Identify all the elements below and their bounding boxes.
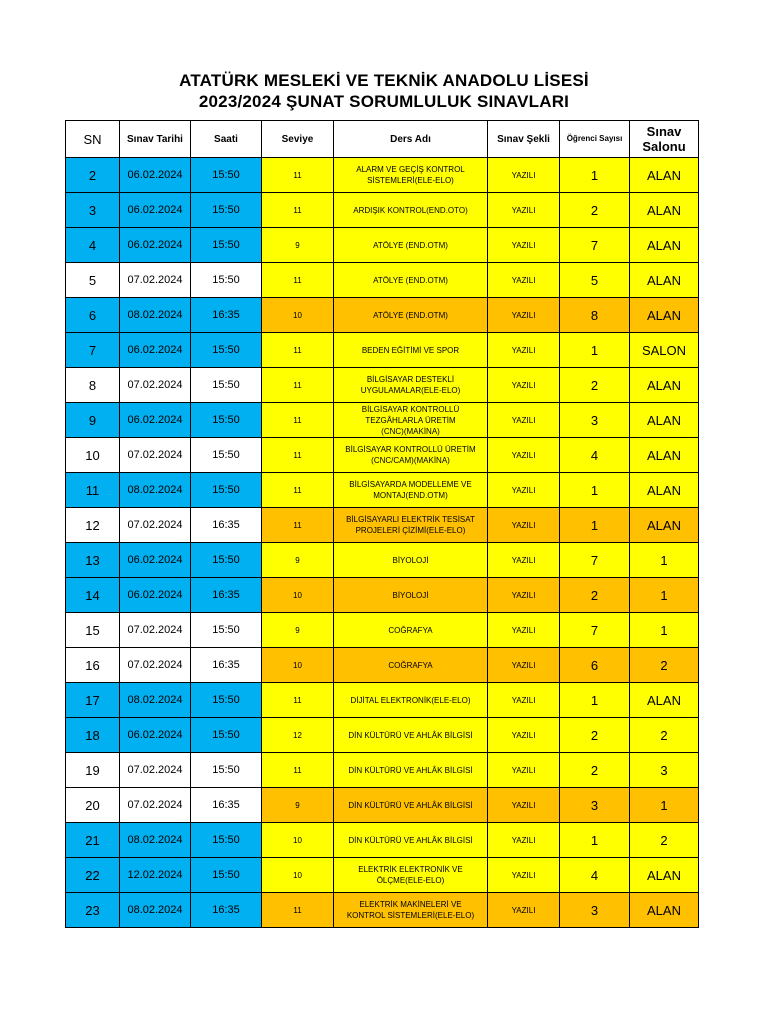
cell-student-count: 1 bbox=[560, 158, 630, 193]
cell-exam-format: YAZILI bbox=[488, 228, 560, 263]
cell-exam-date: 07.02.2024 bbox=[120, 753, 191, 788]
cell-sn: 4 bbox=[66, 228, 120, 263]
cell-exam-date: 07.02.2024 bbox=[120, 368, 191, 403]
table-row bbox=[66, 613, 699, 648]
cell-exam-time: 15:50 bbox=[191, 613, 262, 648]
cell-exam-time: 15:50 bbox=[191, 753, 262, 788]
cell-exam-format: YAZILI bbox=[488, 298, 560, 333]
cell-exam-format: YAZILI bbox=[488, 823, 560, 858]
cell-exam-format: YAZILI bbox=[488, 753, 560, 788]
cell-sn: 8 bbox=[66, 368, 120, 403]
cell-exam-time: 15:50 bbox=[191, 473, 262, 508]
cell-exam-date: 07.02.2024 bbox=[120, 788, 191, 823]
cell-student-count: 3 bbox=[560, 403, 630, 438]
cell-exam-room: 1 bbox=[630, 788, 699, 823]
cell-student-count: 1 bbox=[560, 508, 630, 543]
course-name-line: PROJELERİ ÇİZİMİ(ELE-ELO) bbox=[355, 526, 466, 535]
course-name-line: TEZGÂHLARLA ÜRETİM bbox=[365, 415, 456, 425]
cell-course-name bbox=[334, 333, 488, 368]
cell-exam-date: 07.02.2024 bbox=[120, 438, 191, 473]
cell-course-name bbox=[334, 368, 488, 403]
cell-exam-room: ALAN bbox=[630, 298, 699, 333]
cell-exam-time: 15:50 bbox=[191, 543, 262, 578]
cell-course-name bbox=[334, 858, 488, 893]
cell-level: 9 bbox=[262, 788, 334, 823]
cell-exam-time: 16:35 bbox=[191, 648, 262, 683]
table-row bbox=[66, 718, 699, 753]
cell-exam-room: ALAN bbox=[630, 893, 699, 928]
cell-student-count: 1 bbox=[560, 473, 630, 508]
cell-sn: 5 bbox=[66, 263, 120, 298]
cell-sn: 14 bbox=[66, 578, 120, 613]
course-name-line: ATÖLYE (END.OTM) bbox=[373, 310, 448, 320]
cell-course-name bbox=[334, 578, 488, 613]
cell-student-count: 2 bbox=[560, 578, 630, 613]
cell-course-name bbox=[334, 473, 488, 508]
cell-exam-format: YAZILI bbox=[488, 613, 560, 648]
cell-exam-format: YAZILI bbox=[488, 578, 560, 613]
cell-exam-date: 07.02.2024 bbox=[120, 648, 191, 683]
cell-level: 12 bbox=[262, 718, 334, 753]
cell-exam-time: 15:50 bbox=[191, 193, 262, 228]
cell-student-count: 7 bbox=[560, 543, 630, 578]
cell-course-name bbox=[334, 648, 488, 683]
cell-exam-time: 16:35 bbox=[191, 788, 262, 823]
cell-exam-time: 15:50 bbox=[191, 858, 262, 893]
cell-student-count: 1 bbox=[560, 823, 630, 858]
cell-level: 11 bbox=[262, 753, 334, 788]
cell-exam-date: 08.02.2024 bbox=[120, 823, 191, 858]
cell-sn: 12 bbox=[66, 508, 120, 543]
course-name-line: ELEKTRİK ELEKTRONİK VE bbox=[358, 865, 463, 874]
cell-exam-format: YAZILI bbox=[488, 368, 560, 403]
cell-student-count: 3 bbox=[560, 893, 630, 928]
course-name-line: ATÖLYE (END.OTM) bbox=[373, 240, 448, 250]
cell-exam-room: ALAN bbox=[630, 158, 699, 193]
cell-exam-format: YAZILI bbox=[488, 403, 560, 438]
course-name-line: MONTAJ(END.OTM) bbox=[373, 491, 448, 500]
cell-sn: 22 bbox=[66, 858, 120, 893]
exam-schedule-table bbox=[65, 120, 699, 928]
cell-level: 11 bbox=[262, 403, 334, 438]
cell-student-count: 1 bbox=[560, 333, 630, 368]
cell-level: 11 bbox=[262, 508, 334, 543]
table-row bbox=[66, 648, 699, 683]
cell-student-count: 6 bbox=[560, 648, 630, 683]
cell-exam-room: ALAN bbox=[630, 508, 699, 543]
table-row bbox=[66, 858, 699, 893]
table-row bbox=[66, 298, 699, 333]
course-name-line: BEDEN EĞİTİMİ VE SPOR bbox=[361, 345, 460, 355]
course-name-line: ATÖLYE (END.OTM) bbox=[373, 275, 448, 285]
cell-exam-room: ALAN bbox=[630, 193, 699, 228]
cell-level: 9 bbox=[262, 613, 334, 648]
course-name-line: COĞRAFYA bbox=[388, 660, 433, 670]
course-name-line: ÖLÇME(ELE-ELO) bbox=[376, 876, 445, 885]
cell-sn: 19 bbox=[66, 753, 120, 788]
cell-exam-room: 2 bbox=[630, 718, 699, 753]
cell-exam-time: 15:50 bbox=[191, 333, 262, 368]
cell-exam-time: 16:35 bbox=[191, 893, 262, 928]
cell-exam-room: 1 bbox=[630, 578, 699, 613]
cell-course-name bbox=[334, 298, 488, 333]
cell-level: 11 bbox=[262, 263, 334, 298]
cell-course-name bbox=[334, 753, 488, 788]
course-name-line: DİN KÜLTÜRÜ VE AHLÂK BİLGİSİ bbox=[348, 730, 473, 740]
cell-exam-room: SALON bbox=[630, 333, 699, 368]
table-row bbox=[66, 333, 699, 368]
cell-course-name bbox=[334, 683, 488, 718]
column-header-format: Sınav Şekli bbox=[488, 121, 560, 158]
cell-exam-format: YAZILI bbox=[488, 263, 560, 298]
cell-exam-time: 15:50 bbox=[191, 228, 262, 263]
cell-exam-format: YAZILI bbox=[488, 648, 560, 683]
column-header-sn: SN bbox=[66, 121, 120, 158]
cell-course-name bbox=[334, 158, 488, 193]
cell-course-name bbox=[334, 543, 488, 578]
cell-exam-date: 06.02.2024 bbox=[120, 228, 191, 263]
cell-course-name bbox=[334, 613, 488, 648]
cell-exam-format: YAZILI bbox=[488, 438, 560, 473]
cell-exam-date: 06.02.2024 bbox=[120, 578, 191, 613]
cell-student-count: 7 bbox=[560, 228, 630, 263]
table-row bbox=[66, 193, 699, 228]
cell-exam-format: YAZILI bbox=[488, 508, 560, 543]
cell-sn: 17 bbox=[66, 683, 120, 718]
cell-course-name bbox=[334, 788, 488, 823]
cell-level: 10 bbox=[262, 648, 334, 683]
course-name-line: (CNC)(MAKİNA) bbox=[381, 426, 440, 436]
cell-exam-format: YAZILI bbox=[488, 158, 560, 193]
cell-course-name bbox=[334, 193, 488, 228]
cell-exam-date: 07.02.2024 bbox=[120, 613, 191, 648]
cell-sn: 6 bbox=[66, 298, 120, 333]
cell-exam-date: 06.02.2024 bbox=[120, 193, 191, 228]
table-row bbox=[66, 263, 699, 298]
cell-sn: 10 bbox=[66, 438, 120, 473]
cell-level: 11 bbox=[262, 473, 334, 508]
document-header bbox=[0, 70, 768, 112]
table-row bbox=[66, 578, 699, 613]
table-row bbox=[66, 403, 699, 438]
course-name-line: BİLGİSAYAR DESTEKLİ bbox=[366, 375, 455, 384]
cell-exam-room: 3 bbox=[630, 753, 699, 788]
course-name-line: BİYOLOJİ bbox=[392, 555, 429, 565]
cell-student-count: 4 bbox=[560, 858, 630, 893]
cell-exam-time: 15:50 bbox=[191, 158, 262, 193]
column-header-course: Ders Adı bbox=[334, 121, 488, 158]
cell-course-name bbox=[334, 438, 488, 473]
cell-exam-date: 06.02.2024 bbox=[120, 543, 191, 578]
cell-exam-time: 16:35 bbox=[191, 508, 262, 543]
cell-student-count: 2 bbox=[560, 718, 630, 753]
cell-exam-date: 08.02.2024 bbox=[120, 473, 191, 508]
cell-exam-date: 07.02.2024 bbox=[120, 263, 191, 298]
course-name-line: DİN KÜLTÜRÜ VE AHLÂK BİLGİSİ bbox=[348, 765, 473, 775]
cell-exam-room: ALAN bbox=[630, 228, 699, 263]
cell-level: 10 bbox=[262, 858, 334, 893]
table-row bbox=[66, 368, 699, 403]
cell-exam-format: YAZILI bbox=[488, 718, 560, 753]
cell-sn: 9 bbox=[66, 403, 120, 438]
course-name-line: DİJİTAL ELEKTRONİK(ELE-ELO) bbox=[350, 695, 471, 705]
course-name-line: KONTROL SİSTEMLERİ(ELE-ELO) bbox=[346, 911, 475, 920]
cell-course-name bbox=[334, 718, 488, 753]
cell-level: 11 bbox=[262, 193, 334, 228]
cell-exam-format: YAZILI bbox=[488, 683, 560, 718]
course-name-line: BİLGİSAYAR KONTROLLÜ bbox=[361, 404, 460, 414]
table-header-row bbox=[66, 121, 699, 158]
cell-sn: 2 bbox=[66, 158, 120, 193]
cell-level: 11 bbox=[262, 438, 334, 473]
cell-exam-format: YAZILI bbox=[488, 193, 560, 228]
course-name-line: BİLGİSAYAR KONTROLLÜ ÜRETİM bbox=[345, 445, 476, 454]
course-name-line: ALARM VE GEÇİŞ KONTROL bbox=[356, 165, 465, 174]
cell-exam-date: 06.02.2024 bbox=[120, 158, 191, 193]
cell-course-name bbox=[334, 228, 488, 263]
cell-exam-date: 06.02.2024 bbox=[120, 403, 191, 438]
course-name-line: ELEKTRİK MAKİNELERİ VE bbox=[359, 900, 462, 909]
course-name-line: BİLGİSAYARDA MODELLEME VE bbox=[349, 480, 472, 489]
cell-exam-room: 2 bbox=[630, 648, 699, 683]
cell-exam-time: 16:35 bbox=[191, 578, 262, 613]
cell-student-count: 2 bbox=[560, 193, 630, 228]
cell-exam-room: ALAN bbox=[630, 683, 699, 718]
table-row bbox=[66, 683, 699, 718]
course-name-line: DİN KÜLTÜRÜ VE AHLÂK BİLGİSİ bbox=[348, 835, 473, 845]
cell-level: 9 bbox=[262, 228, 334, 263]
cell-exam-time: 16:35 bbox=[191, 298, 262, 333]
cell-student-count: 5 bbox=[560, 263, 630, 298]
cell-course-name bbox=[334, 823, 488, 858]
cell-exam-date: 08.02.2024 bbox=[120, 298, 191, 333]
table-row bbox=[66, 508, 699, 543]
school-title: ATATÜRK MESLEKİ VE TEKNİK ANADOLU LİSESİ bbox=[179, 71, 589, 90]
cell-student-count: 4 bbox=[560, 438, 630, 473]
course-name-line: DİN KÜLTÜRÜ VE AHLÂK BİLGİSİ bbox=[348, 800, 473, 810]
cell-student-count: 2 bbox=[560, 753, 630, 788]
table-row bbox=[66, 438, 699, 473]
cell-sn: 13 bbox=[66, 543, 120, 578]
cell-level: 11 bbox=[262, 893, 334, 928]
cell-student-count: 7 bbox=[560, 613, 630, 648]
table-row bbox=[66, 228, 699, 263]
cell-sn: 7 bbox=[66, 333, 120, 368]
cell-sn: 20 bbox=[66, 788, 120, 823]
table-row bbox=[66, 823, 699, 858]
cell-level: 10 bbox=[262, 298, 334, 333]
cell-exam-room: ALAN bbox=[630, 858, 699, 893]
cell-exam-format: YAZILI bbox=[488, 333, 560, 368]
cell-sn: 3 bbox=[66, 193, 120, 228]
cell-exam-room: ALAN bbox=[630, 263, 699, 298]
cell-sn: 18 bbox=[66, 718, 120, 753]
table-body bbox=[66, 158, 699, 928]
cell-student-count: 1 bbox=[560, 683, 630, 718]
cell-course-name bbox=[334, 403, 488, 438]
cell-course-name bbox=[334, 893, 488, 928]
course-name-line: ARDIŞIK KONTROL(END.OTO) bbox=[353, 205, 468, 215]
cell-level: 11 bbox=[262, 333, 334, 368]
course-name-line: UYGULAMALAR(ELE-ELO) bbox=[360, 386, 461, 395]
table-row bbox=[66, 158, 699, 193]
column-header-level: Seviye bbox=[262, 121, 334, 158]
cell-exam-room: 1 bbox=[630, 543, 699, 578]
table-row bbox=[66, 543, 699, 578]
cell-student-count: 2 bbox=[560, 368, 630, 403]
cell-sn: 16 bbox=[66, 648, 120, 683]
cell-sn: 15 bbox=[66, 613, 120, 648]
cell-exam-time: 15:50 bbox=[191, 823, 262, 858]
cell-exam-format: YAZILI bbox=[488, 788, 560, 823]
cell-exam-room: 1 bbox=[630, 613, 699, 648]
table-row bbox=[66, 753, 699, 788]
cell-exam-format: YAZILI bbox=[488, 473, 560, 508]
cell-student-count: 3 bbox=[560, 788, 630, 823]
cell-sn: 11 bbox=[66, 473, 120, 508]
cell-exam-time: 15:50 bbox=[191, 368, 262, 403]
cell-exam-date: 07.02.2024 bbox=[120, 508, 191, 543]
table-row bbox=[66, 893, 699, 928]
course-name-line: (CNC/CAM)(MAKİNA) bbox=[371, 456, 450, 465]
column-header-date: Sınav Tarihi bbox=[120, 121, 191, 158]
course-name-line: COĞRAFYA bbox=[388, 625, 433, 635]
cell-student-count: 8 bbox=[560, 298, 630, 333]
column-header-time: Saati bbox=[191, 121, 262, 158]
cell-exam-room: ALAN bbox=[630, 473, 699, 508]
cell-exam-time: 15:50 bbox=[191, 438, 262, 473]
cell-exam-room: ALAN bbox=[630, 368, 699, 403]
cell-exam-format: YAZILI bbox=[488, 543, 560, 578]
course-name-line: BİLGİSAYARLI ELEKTRİK TESİSAT bbox=[346, 515, 475, 524]
cell-exam-date: 08.02.2024 bbox=[120, 683, 191, 718]
cell-sn: 21 bbox=[66, 823, 120, 858]
cell-level: 10 bbox=[262, 578, 334, 613]
cell-level: 11 bbox=[262, 158, 334, 193]
cell-exam-date: 12.02.2024 bbox=[120, 858, 191, 893]
cell-exam-time: 15:50 bbox=[191, 263, 262, 298]
cell-course-name bbox=[334, 508, 488, 543]
cell-level: 10 bbox=[262, 823, 334, 858]
cell-sn: 23 bbox=[66, 893, 120, 928]
cell-exam-date: 08.02.2024 bbox=[120, 893, 191, 928]
cell-course-name bbox=[334, 263, 488, 298]
column-header-student-count: Öğrenci Sayısı bbox=[560, 121, 630, 158]
table-row bbox=[66, 473, 699, 508]
cell-level: 11 bbox=[262, 683, 334, 718]
cell-level: 9 bbox=[262, 543, 334, 578]
cell-exam-room: ALAN bbox=[630, 403, 699, 438]
cell-exam-format: YAZILI bbox=[488, 858, 560, 893]
cell-exam-time: 15:50 bbox=[191, 403, 262, 438]
column-header-room: Sınav Salonu bbox=[630, 121, 699, 158]
table-row bbox=[66, 788, 699, 823]
cell-exam-room: 2 bbox=[630, 823, 699, 858]
cell-exam-date: 06.02.2024 bbox=[120, 718, 191, 753]
course-name-line: BİYOLOJİ bbox=[392, 590, 429, 600]
cell-exam-time: 15:50 bbox=[191, 683, 262, 718]
cell-exam-format: YAZILI bbox=[488, 893, 560, 928]
cell-exam-time: 15:50 bbox=[191, 718, 262, 753]
cell-exam-date: 06.02.2024 bbox=[120, 333, 191, 368]
cell-level: 11 bbox=[262, 368, 334, 403]
cell-exam-room: ALAN bbox=[630, 438, 699, 473]
course-name-line: SİSTEMLERİ(ELE-ELO) bbox=[367, 176, 454, 185]
exam-title: 2023/2024 ŞUNAT SORUMLULUK SINAVLARI bbox=[198, 92, 570, 111]
